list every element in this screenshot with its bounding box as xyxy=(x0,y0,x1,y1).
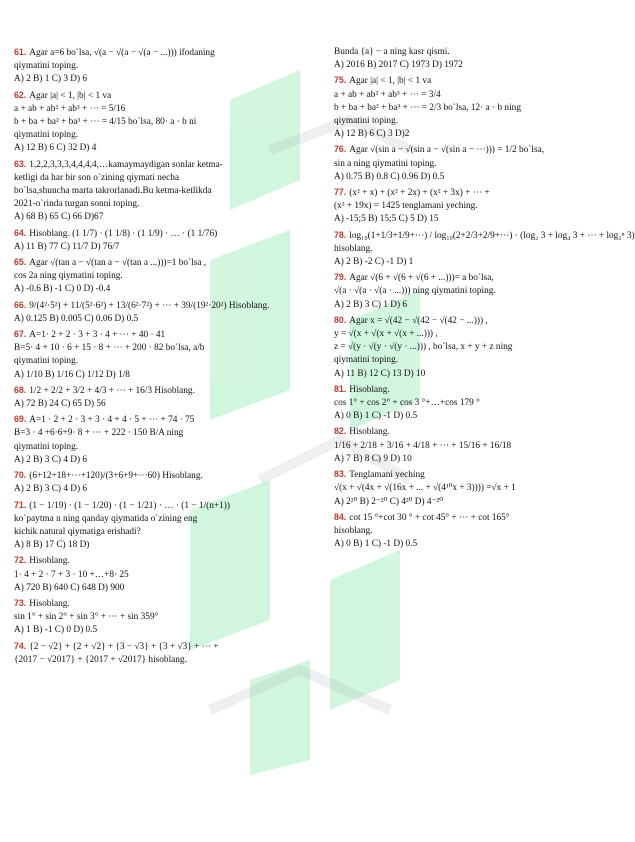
problem-item xyxy=(14,413,276,467)
problem-text-line xyxy=(334,115,596,128)
problem-item xyxy=(14,299,276,326)
problem-number: 62. xyxy=(14,89,27,100)
answer-options: A) 0 B) 1 C) -1 D) 0.5 xyxy=(334,411,418,422)
problem-number: 80. xyxy=(334,314,347,325)
problem-number: 70. xyxy=(14,470,27,481)
problem-text-line xyxy=(14,198,276,211)
problem-text: hisoblang. xyxy=(334,525,373,536)
problem-text-line xyxy=(14,513,276,526)
problem-text-line xyxy=(334,89,596,102)
answer-options: A) 12 B) 6 C) 32 D) 4 xyxy=(14,143,97,154)
problem-text-line xyxy=(14,441,276,454)
problem-text-line xyxy=(14,499,276,513)
problem-text: bo`lsa,shuncha marta takrorlanadi.Bu ketma-ketlikda xyxy=(14,186,212,197)
answer-options: A) 0 B) 1 C) -1 D) 0.5 xyxy=(334,539,418,550)
problem-text: Hisoblang. xyxy=(349,384,390,395)
problem-text-line xyxy=(14,60,276,73)
problem-text: Hisoblang. xyxy=(29,556,70,567)
problem-text: Agar |a| < 1, |b| < 1 va xyxy=(349,76,432,87)
answer-options: A) 2 B) 3 C) 4 D) 6 xyxy=(14,484,88,495)
problem-item xyxy=(14,158,276,225)
problem-item xyxy=(334,468,596,509)
answer-options: A) 1 B) -1 C) 0 D) 0.5 xyxy=(14,625,98,636)
answer-options: A) 2 B) 3 C) 4 D) 6 xyxy=(14,454,88,465)
problem-text-line xyxy=(334,425,596,439)
problem-text: Agar |a| < 1, |b| < 1 va xyxy=(29,90,112,101)
problem-text-line xyxy=(14,299,276,313)
problem-text-line xyxy=(14,554,276,568)
problem-item xyxy=(14,554,276,595)
problem-item xyxy=(334,186,596,227)
problem-item xyxy=(14,384,276,411)
problem-number: 77. xyxy=(334,187,347,198)
problem-text-line xyxy=(14,654,276,667)
problem-text-line xyxy=(14,355,276,368)
problem-text-line xyxy=(14,270,276,283)
problem-item xyxy=(334,229,635,270)
problem-text: qiymatini toping. xyxy=(14,441,79,452)
problem-text: cos 2a ning qiymatini toping. xyxy=(14,271,123,282)
answer-options: A) 0.125 B) 0.005 C) 0.06 D) 0.5 xyxy=(14,313,139,324)
answer-options: A) 11 B) 77 C) 11/7 D) 76/7 xyxy=(14,241,120,252)
problem-item xyxy=(14,89,276,156)
answer-options: A) 2 B) 3 C) 1 D) 6 xyxy=(334,299,408,310)
problem-text-line xyxy=(334,397,596,410)
problem-text-line xyxy=(14,103,276,116)
problem-text: y = √(x + √(x + √(x + ...))) , xyxy=(334,329,438,340)
problem-text-line xyxy=(334,143,596,157)
problem-text: 1/16 + 2/18 + 3/16 + 4/18 + ⋯ + 15/16 + 16/18 xyxy=(334,440,512,451)
problem-text-line xyxy=(334,46,596,59)
problem-item xyxy=(334,314,596,381)
problem-number: 76. xyxy=(334,144,347,155)
problem-text: Bunda {a} − a ning kasr qismi. xyxy=(334,47,450,57)
problem-text: 1,2,2,3,3,3,4,4,4,4,…kamaymaydigan sonlar ketma- xyxy=(29,159,223,170)
problem-item xyxy=(14,499,276,553)
problem-text: Hisoblang. xyxy=(29,598,70,609)
problem-text-line xyxy=(334,74,596,88)
problem-text-line xyxy=(14,158,276,172)
problem-text: Agar √(6 + √(6 + √(6 + ...)))= a bo`lsa, xyxy=(349,273,494,284)
problem-text: (6+12+18+⋯+120)/(3+6+9+⋯60) Hisoblang. xyxy=(29,471,203,482)
answer-options: A) -0.6 B) -1 C) 0 D) -0.4 xyxy=(14,284,111,295)
problem-text-line xyxy=(14,185,276,198)
problem-number: 73. xyxy=(14,597,27,608)
problem-text-line xyxy=(14,227,276,241)
problem-text: A=1 · 2 + 2 · 3 + 3 · 4 + 4 · 5 + ⋯ + 74 · 75 xyxy=(29,415,195,426)
problem-item xyxy=(14,469,276,496)
problem-number: 71. xyxy=(14,499,27,510)
answer-options: A) 11 B) 12 C) 13 D) 10 xyxy=(334,368,426,379)
problem-text: A=1· 2 + 2 · 3 + 3 · 4 + ⋯ + 40 · 41 xyxy=(29,330,166,341)
problem-item xyxy=(14,597,276,638)
problem-number: 67. xyxy=(14,329,27,340)
problem-text-line xyxy=(14,469,276,483)
problem-number: 78. xyxy=(334,229,347,240)
problem-text: 2021-o`rinda turgan sonni toping. xyxy=(14,199,140,210)
problem-text-line xyxy=(334,341,596,354)
problem-text: a + ab + ab² + ab³ + ⋯ = 5/16 xyxy=(14,103,126,114)
problem-item xyxy=(334,425,596,466)
problem-number: 83. xyxy=(334,469,347,480)
problem-item xyxy=(334,383,596,424)
problem-text: cos 1° + cos 2° + cos 3 °+…+cos 179 ° xyxy=(334,398,480,409)
problem-text-line xyxy=(14,413,276,427)
problem-text: b + ba + ba² + ba³ + ⋯ = 2/3 bo`lsa, 12· a · b ning xyxy=(334,102,521,113)
problem-text-line xyxy=(334,229,635,243)
problem-text-line xyxy=(14,328,276,342)
problem-text-line xyxy=(14,526,276,539)
problem-text-line xyxy=(14,640,276,654)
problem-number: 65. xyxy=(14,257,27,268)
problem-text-line xyxy=(14,611,276,624)
problem-text: qiymatini toping. xyxy=(14,130,79,141)
problem-text: Hisoblang. (1 1/7) · (1 1/8) · (1 1/9) · … · (1 1/76) xyxy=(29,228,218,239)
problem-text-line xyxy=(14,569,276,582)
answer-options: A) 1/10 B) 1/16 C) 1/12 D) 1/8 xyxy=(14,369,130,380)
problem-text: qiymatini toping. xyxy=(14,356,79,367)
problem-text: sin 1° + sin 2° + sin 3° + ⋯ + sin 359° xyxy=(14,612,159,623)
problem-text: ko`paytma n ning qanday qiymatida o`zining eng xyxy=(14,513,198,524)
answer-options: A) 720 B) 640 C) 648 D) 900 xyxy=(14,582,125,593)
answer-options: A) 0.75 B) 0.8 C) 0.96 D) 0.5 xyxy=(334,171,445,182)
problem-text-line xyxy=(334,525,596,538)
answer-options: A) 68 B) 65 C) 66 D)67 xyxy=(14,212,104,223)
problem-item xyxy=(14,640,276,667)
problem-text-line xyxy=(334,468,596,482)
answer-options: A) 2 B) 1 C) 3 D) 6 xyxy=(14,74,88,85)
problem-text-line xyxy=(334,102,596,115)
problem-item xyxy=(334,511,596,552)
problem-text: B=5· 4 + 10 · 6 + 15 · 8 + ⋯ + 200 · 82 bo`lsa, a/b xyxy=(14,343,205,354)
answer-options: A) 8 B) 17 C) 18 D) xyxy=(14,540,90,551)
problem-text: z = √(y · √(y · √(y · ...))) , bo`lsa, x + y + z ning xyxy=(334,342,513,353)
problem-text: qiymatini toping. xyxy=(334,355,399,366)
problem-text: (x² + x) + (x² + 2x) + (x² + 3x) + ⋯ + xyxy=(349,188,490,199)
problem-text: √(a · √(a · √(a · ...))) ning qiymatini toping. xyxy=(334,286,496,297)
problem-text: 1/2 + 2/2 + 3/2 + 4/3 + ⋯ + 16/3 Hisoblang. xyxy=(29,385,195,396)
problem-text: b + ba + ba² + ba³ + ⋯ = 4/15 bo`lsa, 80· a · b ni xyxy=(14,117,197,128)
problem-text: {2 − √2} + {2 + √2} + {3 − √3} + {3 + √3} + ⋯ + xyxy=(29,641,219,652)
problem-number: 64. xyxy=(14,227,27,238)
problem-number: 74. xyxy=(14,640,27,651)
problem-text: log₁₀(1+1/3+1/9+⋯) / log₁₀(2+2/3+2/9+⋯) · (log₂ 3 + log₄ 3 + ⋯ + log₂ⁿ 3) xyxy=(349,230,635,241)
problem-text-line xyxy=(14,597,276,611)
problem-text-line xyxy=(334,186,596,200)
problem-text-line xyxy=(334,354,596,367)
problem-text-line xyxy=(14,116,276,129)
problem-text-line xyxy=(14,89,276,103)
answer-options: A) 72 B) 24 C) 65 D) 56 xyxy=(14,399,106,410)
problem-item xyxy=(334,74,596,141)
problem-text: B=3 · 4 +6·6+9· 8 + ⋯ + 222 · 150 B/A ning xyxy=(14,428,184,439)
problem-number: 66. xyxy=(14,299,27,310)
answer-options: A) 2 B) -2 C) -1 D) 1 xyxy=(334,257,414,268)
problem-text-line xyxy=(334,482,596,495)
problem-text-line xyxy=(334,158,596,171)
problem-number: 68. xyxy=(14,384,27,395)
problem-number: 75. xyxy=(334,75,347,86)
problem-text: Hisoblang. xyxy=(349,427,390,438)
problem-text: 1· 4 + 2 · 7 + 3 · 10 +…+8· 25 xyxy=(14,569,129,580)
problem-number: 82. xyxy=(334,426,347,437)
problem-text-line xyxy=(334,383,596,397)
problem-text-line xyxy=(334,243,596,256)
problem-text: {2017 − √2017} + {2017 + √2017} hisoblang. xyxy=(14,654,187,665)
answer-options: A) 7 B) 8 C) 9 D) 10 xyxy=(334,453,412,464)
problem-text: qiymatini toping. xyxy=(334,116,399,127)
problem-text-line xyxy=(14,46,276,60)
problem-item xyxy=(14,328,276,382)
problem-text-line xyxy=(334,511,596,525)
right-column xyxy=(334,46,635,553)
problem-text: Agar √(tan a − √(tan a − √(tan a ...)))=1 bo`lsa , xyxy=(29,258,207,269)
problem-number: 84. xyxy=(334,511,347,522)
problem-text-line xyxy=(334,200,596,213)
problem-text: a + ab + ab² + ab³ + ⋯ = 3/4 xyxy=(334,89,441,100)
problem-text: cot 15 °+cot 30 ° + cot 45° + ⋯ + cot 165° xyxy=(349,512,510,523)
problem-text: (x² + 19x) = 1425 tenglamani yeching. xyxy=(334,201,478,212)
problem-number: 81. xyxy=(334,383,347,394)
problem-number: 79. xyxy=(334,272,347,283)
left-column xyxy=(14,46,276,669)
problem-text: Agar a=6 bo`lsa, √(a − √(a − √(a − ...))) ifodaning xyxy=(29,48,215,58)
problem-item xyxy=(14,46,276,87)
problem-item xyxy=(334,46,596,72)
problem-text-line xyxy=(334,285,596,298)
problem-text-line xyxy=(334,314,596,328)
problem-text: ketligi da har bir son o`zining qiymati necha xyxy=(14,172,179,183)
problem-text-line xyxy=(14,342,276,355)
problem-text: 9/(4²·5²) + 11/(5²·6²) + 13/(6²·7²) + ⋯ + 39/(19²·20²) Hisoblang. xyxy=(29,300,270,311)
answer-options: A) 2016 B) 2017 C) 1973 D) 1972 xyxy=(334,60,463,71)
problem-number: 72. xyxy=(14,555,27,566)
problem-number: 63. xyxy=(14,158,27,169)
problem-text-line xyxy=(334,440,596,453)
problem-item xyxy=(14,227,276,254)
problem-text-line xyxy=(334,271,596,285)
problem-text-line xyxy=(334,328,596,341)
answer-options: A) 12 B) 6 C) 3 D)2 xyxy=(334,129,410,140)
problem-text-line xyxy=(14,172,276,185)
problem-text: √(x + √(4x + √(16x + ... + √(4¹⁰x + 3)))) =√x + 1 xyxy=(334,483,516,494)
answer-options: A) 2²⁰ B) 2⁻²⁰ C) 4²⁰ D) 4⁻²⁰ xyxy=(334,496,443,507)
problem-text-line xyxy=(14,129,276,142)
problem-text: Agar x = √(42 − √(42 − √(42 − ...))) , xyxy=(349,315,488,326)
problem-text: hisoblang. xyxy=(334,243,373,254)
problem-text: qiymatini toping. xyxy=(14,61,79,72)
problem-item xyxy=(334,143,596,184)
answer-options: A) -15;5 B) 15;5 C) 5 D) 15 xyxy=(334,214,439,225)
problem-text-line xyxy=(14,256,276,270)
problem-item xyxy=(334,271,596,312)
problem-text: kichik natural qiymatiga erishadi? xyxy=(14,526,141,537)
problem-text: sin a ning qiymatini toping. xyxy=(334,158,437,169)
problem-text: Agar √(sin a − √(sin a − √(sin a − ⋯))) = 1/2 bo`lsa, xyxy=(349,145,545,156)
problem-text: Tenglamani yeching xyxy=(349,470,425,481)
problem-text: (1 − 1/19) · (1 − 1/20) · (1 − 1/21) · … · (1 − 1/(n+1)) xyxy=(29,500,230,511)
problem-item xyxy=(14,256,276,297)
problem-number: 61. xyxy=(14,47,27,57)
problem-number: 69. xyxy=(14,414,27,425)
problem-text-line xyxy=(14,427,276,440)
problem-text-line xyxy=(14,384,276,398)
